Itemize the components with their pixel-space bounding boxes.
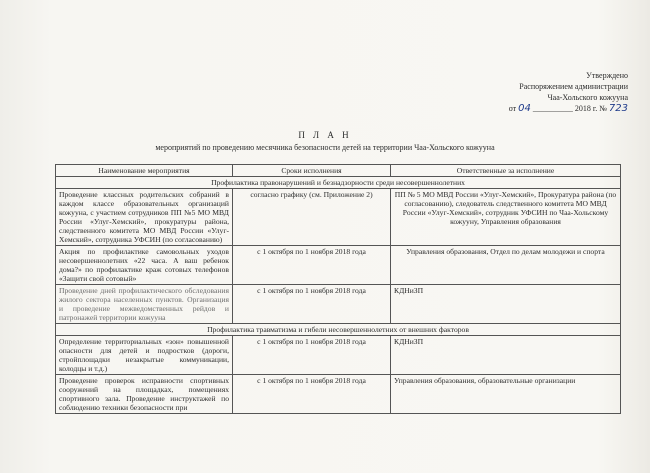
cell-responsible: ПП № 5 МО МВД России «Улуг-Хемский», Прокуратура района (по согласованию), следователь следственного комитета МО МВД России «Улуг-Хемский», сотрудник УФСИН по Чаа-Хольскому кожууну, Управления образования xyxy=(391,189,621,246)
section-title-2: Профилактика травматизма и гибели несовершеннолетних от внешних факторов xyxy=(56,324,621,336)
approval-date-mid: 2018 г. № xyxy=(574,104,607,113)
cell-event: Проведение дней профилактического обследования жилого сектора населенных пунктов. Организация и проведение межведомственных рейдов и патронажей территории кожууна xyxy=(56,285,233,324)
approval-line-3: Чаа-Хольского кожууна xyxy=(547,93,628,102)
cell-event: Определение территориальных «зон» повышенной опасности для детей и подростков (дороги, стройплощадки незакрытые коммуникации, колодцы и т.д.) xyxy=(56,336,233,375)
header-term: Сроки исполнения xyxy=(233,165,391,177)
cell-term: с 1 октября по 1 ноября 2018 года xyxy=(233,246,391,285)
header-event: Наименование мероприятия xyxy=(56,165,233,177)
table-row xyxy=(56,285,621,324)
approval-number: 723 xyxy=(608,103,628,114)
table-row xyxy=(56,189,621,246)
table-header-row xyxy=(56,165,621,177)
section-row xyxy=(56,324,621,336)
document-title: П Л А Н xyxy=(298,130,352,140)
plan-table xyxy=(55,164,621,414)
cell-event: Проведение проверок исправности спортивных сооружений на площадках, помещениях спортивного зала. Проведение инструктажей по соблюдению техники безопасности при xyxy=(56,375,233,414)
cell-term: с 1 октября по 1 ноября 2018 года xyxy=(233,336,391,375)
table-row xyxy=(56,336,621,375)
cell-term: с 1 октября по 1 ноября 2018 года xyxy=(233,285,391,324)
header-responsible: Ответственные за исполнение xyxy=(391,165,621,177)
cell-event: Проведение классных родительских собраний в каждом классе образовательных организаций кожууна, с участием сотрудников ПП №5 МО МВД России «Улуг-Хемский», прокуратуры района, следственного комитета МО МВД России «Улуг-Хемский», сотрудника УФСИН (по согласованию) xyxy=(56,189,233,246)
section-row xyxy=(56,177,621,189)
approval-line-2: Распоряжением администрации xyxy=(519,82,628,91)
approval-date-line: от 04 __________ 2018 г. № 723 xyxy=(508,103,628,114)
cell-responsible: КДНиЗП xyxy=(391,336,621,375)
approval-date-day: 04 xyxy=(518,103,531,114)
cell-term: с 1 октября по 1 ноября 2018 года xyxy=(233,375,391,414)
table-row xyxy=(56,246,621,285)
approval-line-1: Утверждено xyxy=(586,71,628,80)
approval-date-prefix: от xyxy=(508,104,517,113)
document-subtitle: мероприятий по проведению месячника безопасности детей на территории Чаа-Хольского кожууна xyxy=(155,143,495,152)
cell-term: согласно графику (см. Приложение 2) xyxy=(233,189,391,246)
cell-responsible: КДНиЗП xyxy=(391,285,621,324)
section-title-1: Профилактика правонарушений и безнадзорности среди несовершеннолетних xyxy=(56,177,621,189)
table-row xyxy=(56,375,621,414)
cell-responsible: Управления образования, Отдел по делам молодежи и спорта xyxy=(391,246,621,285)
cell-event: Акция по профилактике самовольных уходов несовершеннолетних «22 часа. А ваш ребенок дома?» по профилактике краж сотовых телефонов «Защити свой сотовый» xyxy=(56,246,233,285)
cell-responsible: Управления образования, образовательные организации xyxy=(391,375,621,414)
approval-stamp xyxy=(448,70,628,114)
